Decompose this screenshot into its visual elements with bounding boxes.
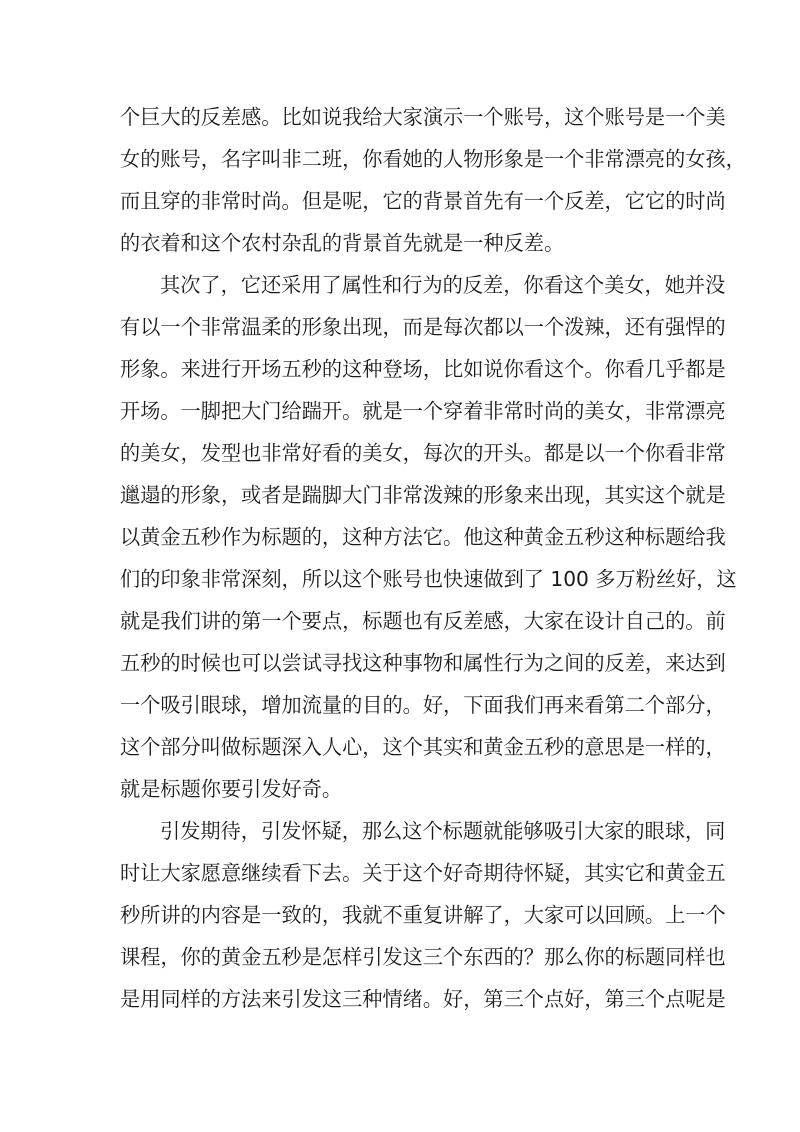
text-line: 一个吸引眼球，增加流量的目的。好，下面我们再来看第二个部分， bbox=[120, 693, 726, 717]
text-line: 有以一个非常温柔的形象出现，而是每次都以一个泼辣，还有强悍的 bbox=[120, 315, 726, 339]
text-line: 就是我们讲的第一个要点，标题也有反差感，大家在设计自己的。前 bbox=[120, 609, 726, 633]
text-line: 个巨大的反差感。比如说我给大家演示一个账号，这个账号是一个美 bbox=[120, 105, 726, 129]
text-line: 五秒的时候也可以尝试寻找这种事物和属性行为之间的反差，来达到 bbox=[120, 651, 726, 675]
text-line: 其次了，它还采用了属性和行为的反差，你看这个美女，她并没 bbox=[160, 273, 726, 297]
text-line: 女的账号，名字叫非二班，你看她的人物形象是一个非常漂亮的女孩， bbox=[120, 147, 746, 171]
document-page bbox=[120, 96, 746, 1020]
text-line: 时让大家愿意继续看下去。关于这个好奇期待怀疑，其实它和黄金五 bbox=[120, 861, 726, 885]
text-line: 形象。来进行开场五秒的这种登场，比如说你看这个。你看几乎都是 bbox=[120, 357, 726, 381]
text-line: 以黄金五秒作为标题的，这种方法它。他这种黄金五秒这种标题给我 bbox=[120, 525, 726, 549]
text-line: 这个部分叫做标题深入人心，这个其实和黄金五秒的意思是一样的， bbox=[120, 735, 726, 759]
text-line: 的美女，发型也非常好看的美女，每次的开头。都是以一个你看非常 bbox=[120, 441, 726, 465]
text-line: 秒所讲的内容是一致的，我就不重复讲解了，大家可以回顾。上一个 bbox=[120, 903, 726, 927]
text-line: 是用同样的方法来引发这三种情绪。好，第三个点好，第三个点呢是 bbox=[120, 987, 726, 1011]
paragraph-2 bbox=[120, 264, 737, 810]
text-line: 们的印象非常深刻，所以这个账号也快速做到了 100 多万粉丝好，这 bbox=[120, 567, 737, 591]
text-line: 引发期待，引发怀疑，那么这个标题就能够吸引大家的眼球，同 bbox=[160, 819, 726, 843]
text-line: 而且穿的非常时尚。但是呢，它的背景首先有一个反差，它它的时尚 bbox=[120, 189, 726, 213]
text-line: 的衣着和这个农村杂乱的背景首先就是一种反差。 bbox=[120, 231, 565, 255]
text-line: 课程，你的黄金五秒是怎样引发这三个东西的？那么你的标题同样也 bbox=[120, 945, 726, 969]
paragraph-1 bbox=[120, 96, 746, 264]
paragraph-3 bbox=[120, 810, 726, 1020]
text-line: 邋遢的形象，或者是踹脚大门非常泼辣的形象来出现，其实这个就是 bbox=[120, 483, 726, 507]
text-line: 开场。一脚把大门给踹开。就是一个穿着非常时尚的美女，非常漂亮 bbox=[120, 399, 726, 423]
text-line: 就是标题你要引发好奇。 bbox=[120, 777, 343, 801]
